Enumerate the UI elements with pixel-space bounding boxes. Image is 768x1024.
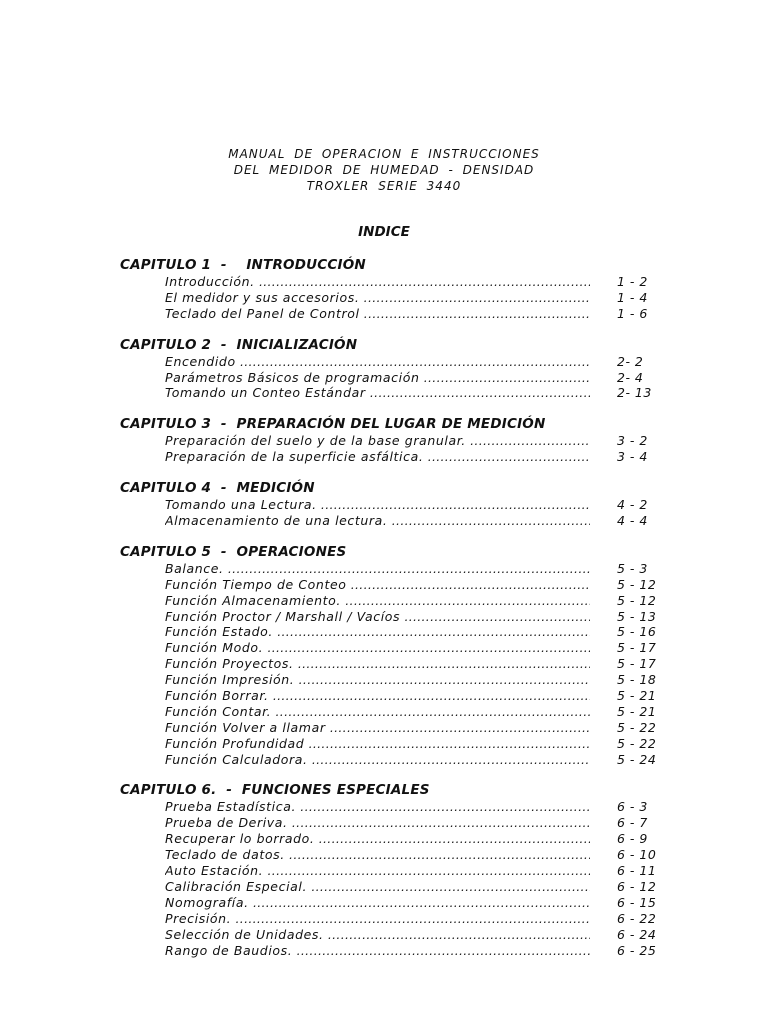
toc-entry-page: 3 - 4 bbox=[617, 449, 687, 465]
toc-entry-title: Función Modo. ..... bbox=[165, 640, 590, 656]
header-line-2: DEL MEDIDOR DE HUMEDAD - DENSIDAD bbox=[233, 163, 535, 177]
toc-entry bbox=[165, 847, 660, 863]
toc-entry bbox=[165, 831, 660, 847]
toc-entry bbox=[165, 354, 660, 370]
toc-entry-title: Recuperar lo borrado. ..... bbox=[165, 831, 590, 847]
toc-entry bbox=[165, 720, 660, 736]
toc-entry bbox=[165, 593, 660, 609]
toc-entry-title: Preparación de la superficie asfáltica. ..... bbox=[165, 449, 590, 465]
toc-entry-page: 4 - 2 bbox=[617, 497, 687, 513]
toc-entry bbox=[165, 609, 660, 625]
toc-entry-title: Función Contar. ..... bbox=[165, 704, 590, 720]
toc-entry-page: 6 - 7 bbox=[617, 815, 687, 831]
table-of-contents bbox=[120, 256, 660, 972]
toc-entry-page: 5 - 21 bbox=[617, 688, 687, 704]
toc-entry bbox=[165, 274, 660, 290]
chapter-section bbox=[120, 543, 660, 768]
toc-entry-page: 5 - 12 bbox=[617, 577, 687, 593]
header-line-3: TROXLER SERIE 3440 bbox=[306, 179, 462, 193]
chapter-title: CAPITULO 2 - INICIALIZACIÓN bbox=[120, 336, 358, 353]
chapter-title: CAPITULO 3 - PREPARACIÓN DEL LUGAR DE MEDICIÓN bbox=[120, 416, 546, 433]
toc-entry bbox=[165, 799, 660, 815]
toc-entry-page: 6 - 22 bbox=[617, 911, 687, 927]
toc-entry-page: 2- 4 bbox=[617, 370, 687, 386]
chapter-title: CAPITULO 4 - MEDICIÓN bbox=[120, 480, 315, 497]
toc-entry bbox=[165, 290, 660, 306]
toc-entry bbox=[165, 815, 660, 831]
toc-entry-page: 6 - 9 bbox=[617, 831, 687, 847]
toc-entry-page: 6 - 15 bbox=[617, 895, 687, 911]
toc-entry-page: 5 - 3 bbox=[617, 561, 687, 577]
toc-entry-title: Función Almacenamiento. ..... bbox=[165, 593, 590, 609]
chapter-section bbox=[120, 256, 660, 322]
toc-entry bbox=[165, 306, 660, 322]
toc-entry bbox=[165, 704, 660, 720]
toc-entry-title: Selección de Unidades. ..... bbox=[165, 927, 590, 943]
chapter-title: CAPITULO 5 - OPERACIONES bbox=[120, 543, 347, 560]
toc-entry bbox=[165, 513, 660, 529]
toc-entry-page: 5 - 12 bbox=[617, 593, 687, 609]
toc-entry-title: Función Borrar. ..... bbox=[165, 688, 590, 704]
toc-entry-page: 2- 2 bbox=[617, 354, 687, 370]
toc-entry-page: 6 - 3 bbox=[617, 799, 687, 815]
toc-entry-page: 6 - 10 bbox=[617, 847, 687, 863]
toc-entry-title: Función Proyectos. ..... bbox=[165, 656, 590, 672]
toc-entry bbox=[165, 672, 660, 688]
toc-entry-page: 1 - 6 bbox=[617, 306, 687, 322]
toc-entry-page: 6 - 11 bbox=[617, 863, 687, 879]
chapter-section bbox=[120, 336, 660, 402]
toc-entry bbox=[165, 577, 660, 593]
toc-entry bbox=[165, 736, 660, 752]
toc-entry bbox=[165, 863, 660, 879]
chapter-title: CAPITULO 1 - INTRODUCCIÓN bbox=[120, 257, 366, 273]
toc-entry-title: El medidor y sus accesorios. ..... bbox=[165, 290, 590, 306]
toc-entry bbox=[165, 449, 660, 465]
toc-entry-title: Función Calculadora. ..... bbox=[165, 752, 590, 768]
toc-entry-page: 5 - 24 bbox=[617, 752, 687, 768]
toc-entry bbox=[165, 433, 660, 449]
toc-entry bbox=[165, 879, 660, 895]
toc-entry-page: 5 - 21 bbox=[617, 704, 687, 720]
toc-entry-page: 1 - 2 bbox=[617, 274, 687, 290]
toc-entry-title: Auto Estación. ..... bbox=[165, 863, 590, 879]
toc-entry bbox=[165, 561, 660, 577]
index-title: INDICE bbox=[358, 224, 410, 240]
toc-entry-page: 5 - 18 bbox=[617, 672, 687, 688]
toc-entry-title: Calibración Especial. ..... bbox=[165, 879, 590, 895]
toc-entry-title: Parámetros Básicos de programación ..... bbox=[165, 370, 590, 386]
toc-entry-page: 5 - 22 bbox=[617, 736, 687, 752]
toc-entry-title: Teclado del Panel de Control ..... bbox=[165, 306, 590, 322]
toc-entry-page: 6 - 25 bbox=[617, 943, 687, 959]
toc-entry-title: Balance. ..... bbox=[165, 561, 590, 577]
toc-entry-title: Prueba Estadística. ..... bbox=[165, 799, 590, 815]
toc-entry-title: Nomografía. ..... bbox=[165, 895, 590, 911]
toc-entry-page: 5 - 13 bbox=[617, 609, 687, 625]
chapter-section bbox=[120, 479, 660, 529]
toc-entry bbox=[165, 624, 660, 640]
toc-entry bbox=[165, 688, 660, 704]
toc-entry bbox=[165, 370, 660, 386]
document-header bbox=[0, 146, 768, 194]
header-line-1: MANUAL DE OPERACION E INSTRUCCIONES bbox=[228, 147, 540, 161]
toc-entry-page: 5 - 17 bbox=[617, 640, 687, 656]
toc-entry-page: 5 - 16 bbox=[617, 624, 687, 640]
toc-entry-title: Función Impresión. ..... bbox=[165, 672, 590, 688]
toc-entry-title: Función Estado. ..... bbox=[165, 624, 590, 640]
toc-entry-page: 4 - 4 bbox=[617, 513, 687, 529]
toc-entry-title: Encendido ..... bbox=[165, 354, 590, 370]
toc-entry-title: Función Proctor / Marshall / Vacíos ..... bbox=[165, 609, 590, 625]
toc-entry bbox=[165, 640, 660, 656]
toc-entry bbox=[165, 752, 660, 768]
toc-entry-title: Introducción. ..... bbox=[165, 274, 590, 290]
toc-entry bbox=[165, 497, 660, 513]
toc-entry bbox=[165, 385, 660, 401]
toc-entry-page: 2- 13 bbox=[617, 385, 687, 401]
toc-entry bbox=[165, 943, 660, 959]
toc-entry-title: Precisión. ..... bbox=[165, 911, 590, 927]
toc-entry-title: Función Volver a llamar ..... bbox=[165, 720, 590, 736]
chapter-section bbox=[120, 415, 660, 465]
toc-entry bbox=[165, 927, 660, 943]
toc-entry bbox=[165, 656, 660, 672]
toc-entry-page: 6 - 12 bbox=[617, 879, 687, 895]
toc-entry-title: Almacenamiento de una lectura. ..... bbox=[165, 513, 590, 529]
toc-entry-title: Tomando un Conteo Estándar ..... bbox=[165, 385, 590, 401]
toc-entry bbox=[165, 895, 660, 911]
toc-entry bbox=[165, 911, 660, 927]
toc-entry-page: 5 - 22 bbox=[617, 720, 687, 736]
toc-entry-title: Función Tiempo de Conteo ..... bbox=[165, 577, 590, 593]
chapter-title: CAPITULO 6. - FUNCIONES ESPECIALES bbox=[120, 782, 430, 799]
chapter-section bbox=[120, 781, 660, 958]
toc-entry-page: 6 - 24 bbox=[617, 927, 687, 943]
toc-entry-title: Función Profundidad ..... bbox=[165, 736, 590, 752]
toc-entry-title: Rango de Baudios. ..... bbox=[165, 943, 590, 959]
toc-entry-title: Teclado de datos. ..... bbox=[165, 847, 590, 863]
toc-entry-page: 5 - 17 bbox=[617, 656, 687, 672]
toc-entry-title: Preparación del suelo y de la base granular. ..... bbox=[165, 433, 590, 449]
toc-entry-page: 3 - 2 bbox=[617, 433, 687, 449]
toc-entry-title: Tomando una Lectura. ..... bbox=[165, 497, 590, 513]
toc-entry-page: 1 - 4 bbox=[617, 290, 687, 306]
toc-entry-title: Prueba de Deriva. ..... bbox=[165, 815, 590, 831]
